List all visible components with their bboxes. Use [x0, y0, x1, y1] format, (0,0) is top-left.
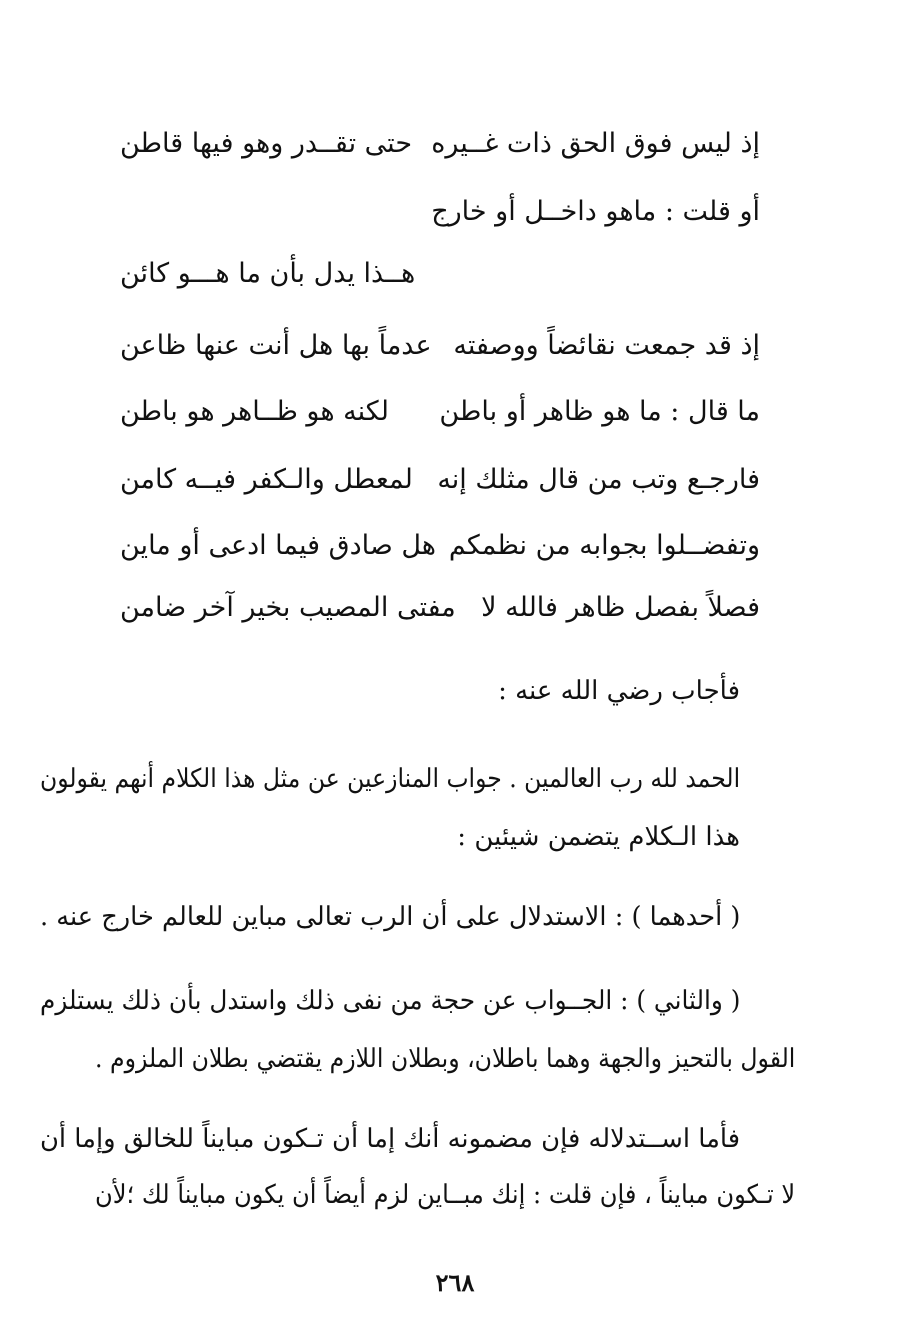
verse-second-hemistich: هــذا يدل بأن ما هـــو كائن [120, 258, 416, 289]
paragraph-line: ( أحدهما ) : الاستدلال على أن الرب تعالى مباين للعالم خارج عنه . [39, 902, 740, 932]
poem-verse [120, 128, 760, 178]
answer-intro: فأجاب رضي الله عنه : [498, 676, 740, 706]
verse-second-hemistich: لمعطل والـكفر فيــه كامن [120, 464, 413, 495]
verse-second-hemistich: عدماً بها هل أنت عنها ظاعن [120, 330, 432, 361]
verse-second-hemistich: لكنه هو ظــاهر هو باطن [120, 396, 389, 427]
paragraph-line: لا تـكون مبايناً ، فإن قلت : إنك مبــاين لزم أيضاً أن يكون مبايناً لك ؛لأن [94, 1180, 795, 1210]
verse-first-hemistich: ما قال : ما هو ظاهر أو باطن [439, 396, 760, 427]
poem-verse [120, 258, 760, 308]
poem-verse [120, 196, 760, 246]
verse-first-hemistich: أو قلت : ماهو داخــل أو خارج [431, 196, 760, 227]
paragraph-line: هذا الـكلام يتضمن شيئين : [457, 822, 740, 852]
paragraph-line: الحمد لله رب العالمين . جواب المنازعين عن مثل هذا الكلام أنهم يقولون [39, 764, 740, 794]
verse-second-hemistich: حتى تقــدر وهو فيها قاطن [120, 128, 413, 159]
paragraph-line: فأما اســتدلاله فإن مضمونه أنك إما أن تـكون مبايناً للخالق وإما أن [39, 1124, 740, 1154]
verse-first-hemistich: فصلاً بفصل ظاهر فالله لا [481, 592, 760, 623]
poem-verse [120, 530, 760, 580]
verse-second-hemistich: هل صادق فيما ادعى أو ماين [120, 530, 437, 561]
verse-first-hemistich: إذ ليس فوق الحق ذات غــيره [431, 128, 760, 159]
verse-first-hemistich: إذ قد جمعت نقائضاً ووصفته [453, 330, 760, 361]
paragraph-line: القول بالتحيز والجهة وهما باطلان، وبطلان اللازم يقتضي بطلان الملزوم . [94, 1044, 795, 1074]
paragraph-line: ( والثاني ) : الجــواب عن حجة من نفى ذلك واستدل بأن ذلك يستلزم [39, 986, 740, 1016]
page-number: ٢٦٨ [435, 1268, 475, 1297]
poem-verse [120, 464, 760, 514]
poem-verse [120, 396, 760, 446]
verse-first-hemistich: فارجـع وتب من قال مثلك إنه [437, 464, 760, 495]
verse-second-hemistich: مفتى المصيب بخير آخر ضامن [120, 592, 456, 623]
poem-verse [120, 592, 760, 642]
verse-first-hemistich: وتفضــلوا بجوابه من نظمكم [448, 530, 760, 561]
poem-verse [120, 330, 760, 380]
